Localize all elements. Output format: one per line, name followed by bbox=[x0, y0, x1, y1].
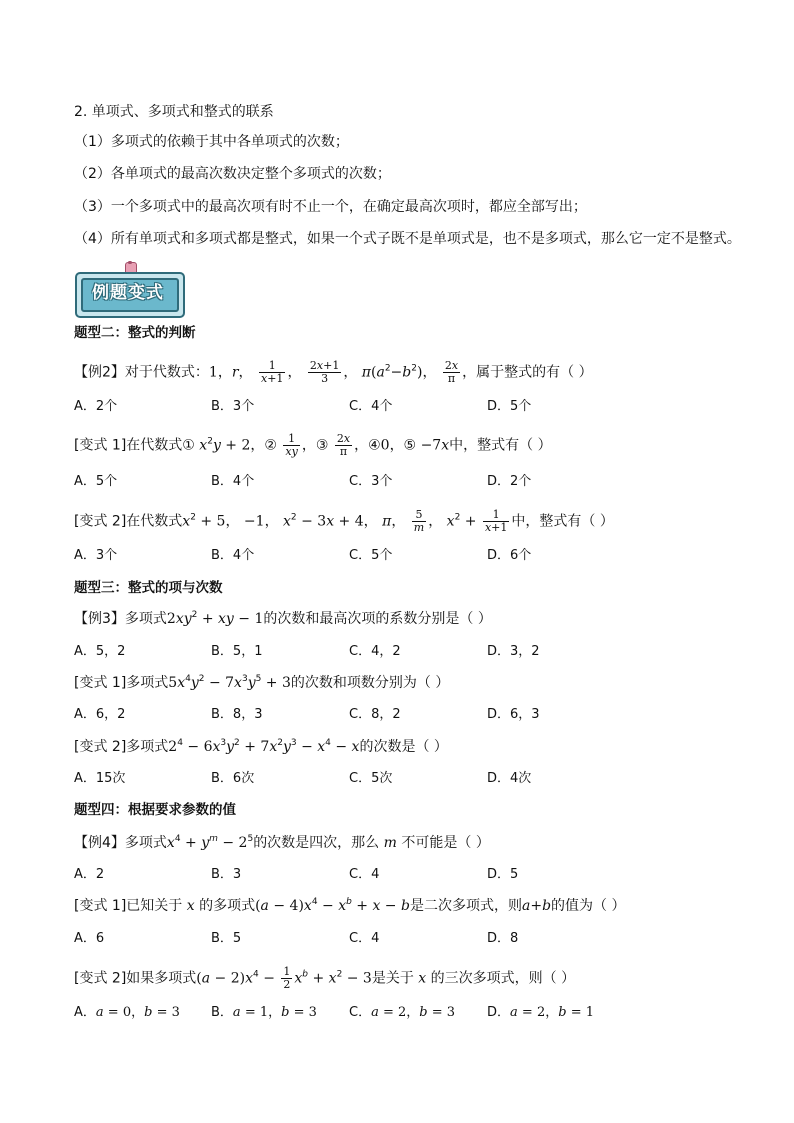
variant-4-2-option-c: C．a = 2，b = 3 bbox=[349, 1005, 456, 1020]
variant-4-2-option-d: D．a = 2，b = 1 bbox=[487, 1005, 594, 1020]
variant-4-1-question: [变式 1]已知关于 x 的多项式$(a - 4)x^4 - x^b + x - b$是二次多项式，则a+b的值为（ ） bbox=[74, 897, 626, 914]
variant-2-2-option-d: D．6个 bbox=[487, 548, 532, 563]
variant-4-2-question: [变式 2]如果多项式$(a - 2)x^4$ − $\frac{1}{2}$ $x^b + x^2 - 3$是关于 x 的三次多项式，则（ ） bbox=[74, 965, 576, 991]
variant-2-1-option-a: A．5个 bbox=[74, 474, 118, 489]
variant-3-2-option-a: A．15次 bbox=[74, 771, 126, 786]
hook-icon bbox=[128, 261, 132, 264]
variant-3-1-option-a: A．6，2 bbox=[74, 707, 126, 722]
variant-4-1-option-b: B．5 bbox=[211, 931, 242, 946]
variant-3-2-option-b: B．6次 bbox=[211, 771, 255, 786]
example-3-option-a: A．5，2 bbox=[74, 644, 126, 659]
example-4-question: 【例4】多项式$x^4 + y^m - 2^5$的次数是四次，那么 m 不可能是（ ） bbox=[74, 834, 490, 851]
variant-2-1-option-d: D．2个 bbox=[487, 474, 532, 489]
variant-3-1-option-d: D．6，3 bbox=[487, 707, 540, 722]
intro-point-3: （3）一个多项式中的最高次项有时不止一个，在确定最高次项时，都应全部写出； bbox=[74, 199, 587, 215]
variant-2-1-question: [变式 1]在代数式① $x^2y + 2$，② $\frac{1}{xy}$ ，③ $\frac{2x}{\pi}$ ，④0，⑤ −7x中，整式有（ ） bbox=[74, 432, 552, 458]
variant-3-1-option-c: C．8，2 bbox=[349, 707, 401, 722]
variant-2-2-option-a: A．3个 bbox=[74, 548, 118, 563]
intro-point-1: （1）多项式的依赖于其中各单项式的次数； bbox=[74, 134, 349, 150]
variant-3-2-option-d: D．4次 bbox=[487, 771, 532, 786]
example-4-option-c: C．4 bbox=[349, 867, 380, 882]
variant-3-2-option-c: C．5次 bbox=[349, 771, 393, 786]
variant-2-2-question: [变式 2]在代数式$x^2 + 5$， −1， $x^2 - 3x + 4$， π， $\frac{5}{m}$ ， $x^2$ + $\frac{1}{x+1}$ 中，整式有（ ） bbox=[74, 508, 614, 534]
example-4-option-d: D．5 bbox=[487, 867, 519, 882]
example-3-option-c: C．4，2 bbox=[349, 644, 401, 659]
variant-4-1-option-c: C．4 bbox=[349, 931, 380, 946]
example-3-option-b: B．5，1 bbox=[211, 644, 263, 659]
intro-title: 2. 单项式、多项式和整式的联系 bbox=[74, 104, 274, 120]
intro-point-4: （4）所有单项式和多项式都是整式，如果一个式子既不是单项式是，也不是多项式，那么它一定不是整式。 bbox=[74, 231, 741, 247]
variant-3-1-question: [变式 1]多项式$5x^4y^2 - 7x^3y^5 + 3$的次数和项数分别为（ ） bbox=[74, 674, 450, 691]
variant-3-2-question: [变式 2]多项式$2^4 - 6x^3y^2 + 7x^2y^3 - x^4 - x$的次数是（ ） bbox=[74, 738, 448, 755]
variant-2-2-option-b: B．4个 bbox=[211, 548, 255, 563]
example-2-option-a: A．2个 bbox=[74, 399, 118, 414]
variant-2-2-option-c: C．5个 bbox=[349, 548, 393, 563]
example-2-question: 【例2】对于代数式：1，r， $\frac{1}{x+1}$ ， $\frac{2x+1}{3}$ ， $\pi(a^2-b^2)$， $\frac{2x}{\pi}$ ，属于整式的有（ ） bbox=[74, 359, 593, 385]
example-variant-badge bbox=[75, 262, 183, 316]
section-heading-type4: 题型四：根据要求参数的值 bbox=[74, 802, 236, 818]
example-2-option-d: D．5个 bbox=[487, 399, 532, 414]
badge-label: 例题变式 bbox=[92, 283, 164, 303]
variant-4-1-option-a: A．6 bbox=[74, 931, 105, 946]
intro-point-2: （2）各单项式的最高次数决定整个多项式的次数； bbox=[74, 166, 391, 182]
variant-2-1-option-b: B．4个 bbox=[211, 474, 255, 489]
example-4-option-a: A．2 bbox=[74, 867, 105, 882]
example-3-option-d: D．3，2 bbox=[487, 644, 540, 659]
variant-3-1-option-b: B．8，3 bbox=[211, 707, 263, 722]
variant-4-1-option-d: D．8 bbox=[487, 931, 519, 946]
example-2-option-c: C．4个 bbox=[349, 399, 393, 414]
example-2-option-b: B．3个 bbox=[211, 399, 255, 414]
variant-4-2-option-b: B．a = 1，b = 3 bbox=[211, 1005, 317, 1020]
variant-4-2-option-a: A．a = 0，b = 3 bbox=[74, 1005, 180, 1020]
example-3-question: 【例3】多项式$2xy^2$ + xy − 1的次数和最高次项的系数分别是（ ） bbox=[74, 610, 492, 627]
example-4-option-b: B．3 bbox=[211, 867, 242, 882]
section-heading-type3: 题型三：整式的项与次数 bbox=[74, 580, 223, 596]
variant-2-1-option-c: C．3个 bbox=[349, 474, 393, 489]
section-heading-type2: 题型二：整式的判断 bbox=[74, 325, 196, 341]
